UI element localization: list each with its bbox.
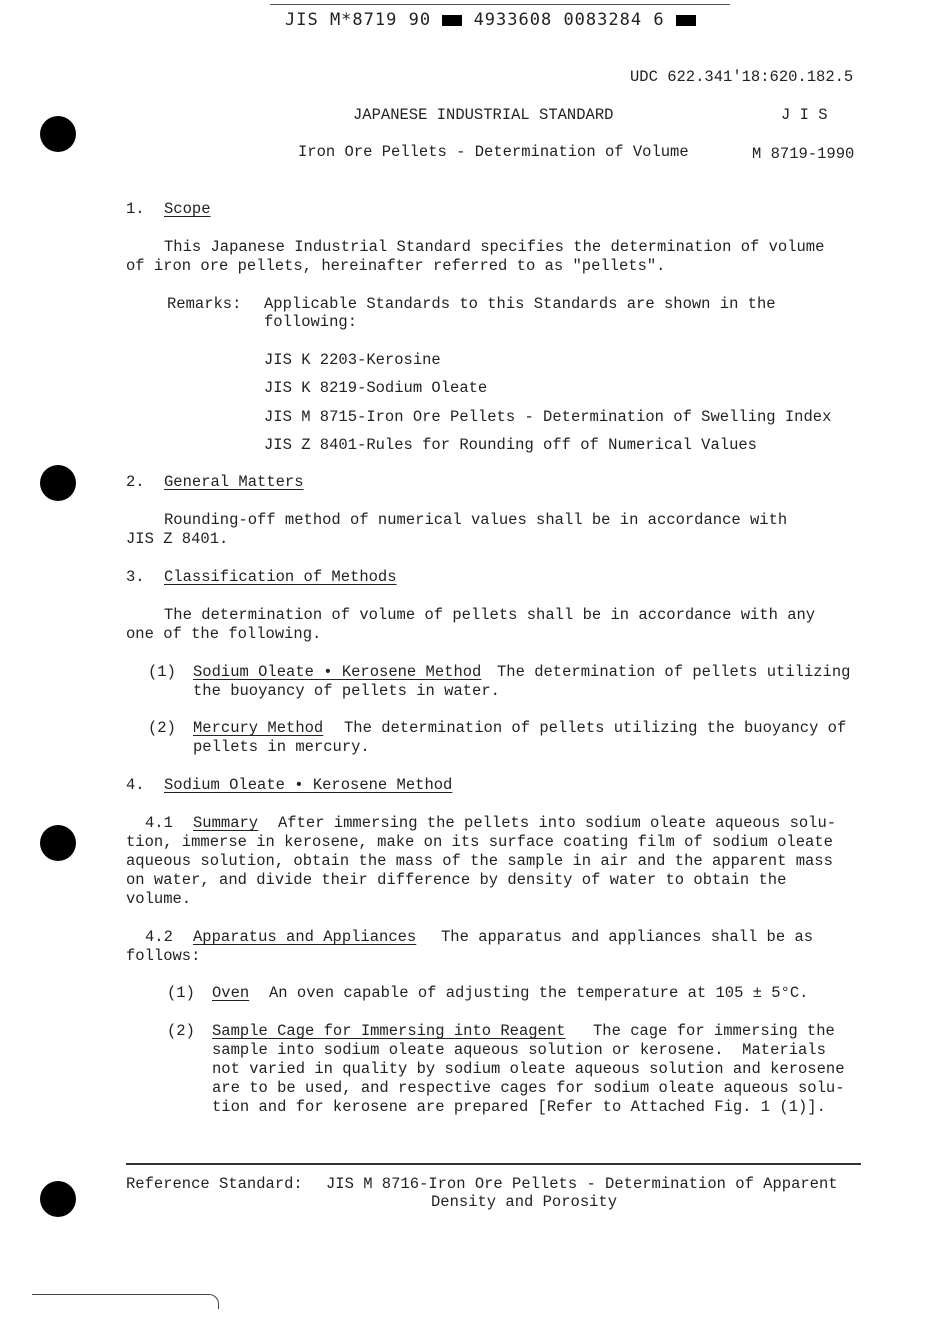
method-2-title: Mercury Method [193, 719, 324, 737]
subsection-4-2-number: 4.2 [145, 928, 173, 946]
document-code-strip [285, 10, 696, 30]
paragraph-line: The apparatus and appliances shall be as [441, 928, 814, 946]
item-2-text: are to be used, and respective cages for sodium oleate aqueous solu- [212, 1079, 845, 1097]
item-2-title: Sample Cage for Immersing into Reagent [212, 1022, 566, 1040]
section-1-number: 1. [126, 200, 145, 218]
section-2-title: General Matters [164, 473, 304, 491]
reference-item: JIS M 8715-Iron Ore Pellets - Determination of Swelling Index [264, 408, 832, 426]
method-1-title: Sodium Oleate • Kerosene Method [193, 663, 482, 681]
method-2-text: The determination of pellets utilizing the buoyancy of [344, 719, 847, 737]
paragraph-line: of iron ore pellets, hereinafter referred to as "pellets". [126, 257, 666, 275]
paragraph-line: one of the following. [126, 625, 322, 643]
section-3-title: Classification of Methods [164, 568, 397, 586]
item-1-number: (1) [167, 984, 195, 1002]
method-2-number: (2) [148, 719, 176, 737]
paragraph-line: This Japanese Industrial Standard specifies the determination of volume [164, 238, 825, 256]
section-2-number: 2. [126, 473, 145, 491]
method-1-number: (1) [148, 663, 176, 681]
paragraph-line: After immersing the pellets into sodium oleate aqueous solu- [278, 814, 837, 832]
reference-item: JIS Z 8401-Rules for Rounding off of Numerical Values [264, 436, 757, 454]
reference-standard-text: JIS M 8716-Iron Ore Pellets - Determination of Apparent [326, 1175, 838, 1193]
paragraph-line: JIS Z 8401. [126, 530, 229, 548]
method-1-text: The determination of pellets utilizing [497, 663, 851, 681]
code-block-mark [442, 15, 462, 26]
item-2-number: (2) [167, 1022, 195, 1040]
binder-hole [40, 825, 76, 861]
subsection-4-1-title: Summary [193, 814, 259, 832]
item-1-text: An oven capable of adjusting the temperature at 105 ± 5°C. [269, 984, 809, 1002]
section-4-title: Sodium Oleate • Kerosene Method [164, 776, 453, 794]
item-2-text: tion and for kerosene are prepared [Refer to Attached Fig. 1 (1)]. [212, 1098, 826, 1116]
standard-title: JAPANESE INDUSTRIAL STANDARD [353, 106, 614, 124]
section-4-number: 4. [126, 776, 145, 794]
udc-code: UDC 622.341'18:620.182.5 [630, 68, 854, 86]
footer-rule [126, 1163, 861, 1165]
section-1-title: Scope [164, 200, 211, 218]
paragraph-line: The determination of volume of pellets shall be in accordance with any [164, 606, 816, 624]
subsection-4-2-title: Apparatus and Appliances [193, 928, 417, 946]
remarks-text: Applicable Standards to this Standards are shown in the [264, 295, 776, 313]
remarks-text: following: [264, 313, 358, 331]
top-border-line [270, 4, 730, 5]
item-2-text: The cage for immersing the [593, 1022, 835, 1040]
item-2-text: sample into sodium oleate aqueous solution or kerosene. Materials [212, 1041, 826, 1059]
paragraph-line: volume. [126, 890, 192, 908]
reference-item: JIS K 8219-Sodium Oleate [264, 379, 488, 397]
paragraph-line: Rounding-off method of numerical values shall be in accordance with [164, 511, 788, 529]
reference-item: JIS K 2203-Kerosine [264, 351, 441, 369]
subsection-4-1-number: 4.1 [145, 814, 173, 832]
document-code-b: 4933608 0083284 6 [473, 10, 665, 30]
document-number: M 8719-1990 [752, 145, 855, 163]
reference-standard-text: Density and Porosity [431, 1193, 618, 1211]
reference-standard-label: Reference Standard: [126, 1175, 303, 1193]
binder-hole [40, 1181, 76, 1217]
jis-mark: J I S [781, 106, 828, 124]
paragraph-line: follows: [126, 947, 201, 965]
section-3-number: 3. [126, 568, 145, 586]
paragraph-line: on water, and divide their difference by density of water to obtain the [126, 871, 787, 889]
item-2-text: not varied in quality by sodium oleate aqueous solution and kerosene [212, 1060, 845, 1078]
remarks-label: Remarks: [167, 295, 242, 313]
paragraph-line: aqueous solution, obtain the mass of the sample in air and the apparent mass [126, 852, 833, 870]
document-code-a: JIS M*8719 90 [285, 10, 432, 30]
method-2-text: pellets in mercury. [193, 738, 370, 756]
code-block-mark [676, 15, 696, 26]
binder-hole [40, 116, 76, 152]
paragraph-line: tion, immerse in kerosene, make on its surface coating film of sodium oleate [126, 833, 833, 851]
binder-hole [40, 465, 76, 501]
method-1-text: the buoyancy of pellets in water. [193, 682, 500, 700]
document-title: Iron Ore Pellets - Determination of Volume [298, 143, 689, 161]
page-corner-mark [32, 1294, 219, 1309]
item-1-title: Oven [212, 984, 250, 1002]
